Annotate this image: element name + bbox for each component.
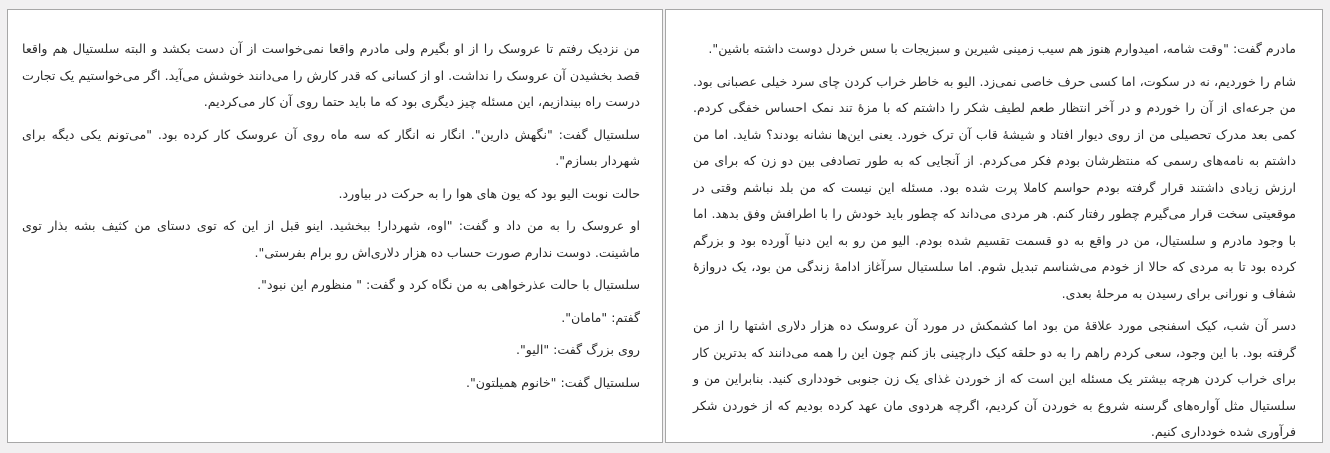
left-paragraph-8: سلستیال گفت: "خانوم همیلتون". [466,374,640,390]
right-paragraph-1: مادرم گفت: "وقت شامه، امیدوارم هنوز هم سیب زمینی شیرین و سبزیجات با سس خردل دوست داشته باشین". [708,41,1296,56]
right-paragraph-3: دسر آن شب، کیک اسفنجی مورد علاقهٔ من بود اما کشمکش در مورد آن عروسک ده هزار دلاری اشتها را از من گرفته بود. با این وجود، سعی کردم راهم را به دو حلقه کیک دارچینی باز کنم چون این را همه می‌دانند که بدترین کار برای خراب کردن هرچه بیشتر یک مسئله این است که از خوردن غذای یک زن جنوبی خودداری کنید. بنابراین من و سلستیال مثل آواره‌های گرسنه شروع به خوردن آن کردیم، اگرچه هردوی مان عهد کرده بودیم که از خوردن شکر فرآوری شده خودداری کنیم. [693,318,1296,439]
right-page [665,9,1323,443]
left-paragraph-5: سلستیال با حالت عذرخواهی به من نگاه کرد و گفت: " منظورم این نبود". [257,277,640,292]
left-paragraph-6: گفتم: "مامان". [561,309,640,325]
left-paragraph-3: حالت نوبت الیو بود که یون های هوا را به حرکت در بیاورد. [338,185,640,201]
left-page [7,9,663,443]
left-paragraph-2: سلستیال گفت: "نگهش دارین". انگار نه انگار که سه ماه روی آن عروسک کار کرده بود. "می‌تونم یکی دیگه برای شهردار بسازم". [22,126,640,168]
left-paragraph-4: او عروسک را به من داد و گفت: "اوه، شهردار! ببخشید. اینو قبل از این که توی دستای من کثیف بشه بذار توی ماشینت. دوست ندارم صورت حساب ده هزار دلاری‌اش رو برام بفرستی". [22,218,640,260]
left-paragraph-7: روی بزرگ گفت: "الیو". [515,342,640,357]
left-paragraph-1: من نزدیک رفتم تا عروسک را از او بگیرم ولی مادرم واقعا نمی‌خواست از آن دست بکشد و البته سلستیال هم واقعا قصد بخشیدن آن عروسک را نداشت. او از کسانی که قدر کارش را می‌دانند خوشش می‌آید. اگر می‌خواستیم یک تجارت درست راه بیندازیم، این مسئله چیز دیگری بود که ما باید حتما روی آن کار می‌کردیم. [22,41,640,109]
right-paragraph-2: شام را خوردیم، نه در سکوت، اما کسی حرف خاصی نمی‌زد. الیو به خاطر خراب کردن چای سرد خیلی عصبانی بود. من جرعه‌ای از آن را خوردم و در آخر انتظار طعم لطیف شکر را داشتم که با مزهٔ تند نمک احساس خفگی کردم. کمی بعد مدرک تحصیلی من از روی دیوار افتاد و شیشهٔ قاب آن ترک خورد. یعنی این‌ها نشانه بودند؟ شاید. اما من داشتم به نامه‌های رسمی که منتظرشان بودم فکر می‌کردم. از آنجایی که به طور تصادفی بین دو زن که برای من ارزش زیادی داشتند قرار گرفته بودم حواسم کاملا پرت شده بود. مسئله این نیست که من بلد نباشم وقتی در موقعیتی سخت قرار می‌گیرم چطور رفتار کنم. هر مردی می‌داند که چطور باید خودش را با اطرافش وفق بدهد. اما با وجود مادرم و سلستیال، من در واقع به دو قسمت تقسیم شده بودم. الیو من رو به این دنیا آورده بود و بزرگم کرده بود تا به مردی که حالا از خودم می‌شناسم تبدیل شوم. اما سلستیال سرآغاز ادامهٔ زندگی من بود، یک دروازهٔ شفاف و نورانی برای رسیدن به مرحلهٔ بعدی. [693,73,1296,301]
